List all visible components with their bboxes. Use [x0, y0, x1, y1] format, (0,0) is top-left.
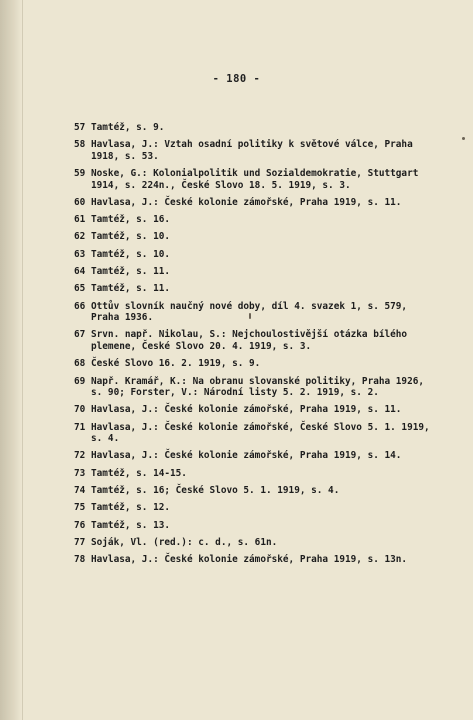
footnote-number: 68	[74, 358, 86, 370]
footnote-number: 57	[74, 122, 86, 133]
footnote-item	[74, 266, 444, 278]
footnote-text: Tamtéž, s. 13.	[91, 519, 171, 531]
footnote-item	[74, 450, 444, 462]
footnote-item	[74, 554, 444, 566]
footnote-text: České Slovo 16. 2. 1919, s. 9.	[91, 358, 261, 370]
footnote-text: Tamtéž, s. 11.	[91, 266, 171, 278]
footnote-item	[74, 301, 444, 324]
footnote-text: Soják, Vl. (red.): c. d., s. 61n.	[91, 536, 278, 548]
footnote-text: Tamtéž, s. 16; České Slovo 5. 1. 1919, s. 4.	[91, 485, 340, 497]
footnote-number: 64	[74, 266, 86, 278]
footnote-number: 62	[74, 231, 86, 243]
footnote-number: 72	[74, 450, 86, 462]
footnote-number: 66	[74, 300, 86, 312]
paper-speck	[462, 137, 465, 140]
footnote-number: 71	[74, 421, 86, 433]
footnote-item	[74, 422, 444, 445]
footnote-item	[74, 358, 444, 370]
footnote-text: Tamtéž, s. 11.	[91, 283, 171, 295]
footnote-item	[74, 197, 444, 209]
footnote-text: Havlasa, J.: České kolonie zámořské, Praha 1919, s. 11.	[91, 196, 402, 208]
footnote-text: Havlasa, J.: České kolonie zámořské, Praha 1919, s. 14.	[91, 450, 402, 462]
footnote-item	[74, 122, 444, 134]
footnote-item	[74, 214, 444, 226]
footnote-item	[74, 283, 444, 295]
footnote-number: 77	[74, 536, 86, 548]
paper-speck	[249, 313, 251, 319]
footnote-text: Tamtéž, s. 16.	[91, 214, 171, 226]
footnote-number: 73	[74, 467, 86, 479]
footnote-number: 59	[74, 168, 86, 180]
footnote-item	[74, 168, 444, 191]
footnote-text: Tamtéž, s. 10.	[91, 231, 171, 243]
footnote-number: 74	[74, 485, 86, 497]
page-binding-edge	[0, 0, 23, 720]
footnote-text: Havlasa, J.: České kolonie zámořské, České Slovo 5. 1. 1919, s. 4.	[91, 421, 430, 445]
footnote-number: 67	[74, 329, 86, 341]
footnote-number: 69	[74, 375, 86, 387]
footnote-number: 60	[74, 196, 86, 208]
footnote-text: Ottův slovník naučný nové doby, díl 4. svazek 1, s. 579, Praha 1936.	[91, 300, 408, 324]
footnote-text: Tamtéž, s. 12.	[91, 502, 171, 514]
footnote-number: 78	[74, 554, 86, 566]
footnote-text: Např. Kramář, K.: Na obranu slovanské politiky, Praha 1926, s. 90; Forster, V.: Národní listy 5. 2. 1919, s. 2.	[91, 375, 425, 399]
footnote-item	[74, 139, 444, 162]
footnote-item	[74, 485, 444, 497]
footnote-text: Havlasa, J.: České kolonie zámořské, Praha 1919, s. 13n.	[91, 554, 408, 566]
footnote-number: 65	[74, 283, 86, 295]
footnote-item	[74, 520, 444, 532]
footnote-text: Noske, G.: Kolonialpolitik und Sozialdemokratie, Stuttgart 1914, s. 224n., České Slovo 18. 5. 1919, s. 3.	[91, 168, 419, 191]
footnote-item	[74, 468, 444, 480]
footnote-text: Tamtéž, s. 9.	[91, 122, 165, 133]
footnote-text: Tamtéž, s. 10.	[91, 248, 171, 260]
footnote-item	[74, 249, 444, 261]
footnote-number: 76	[74, 519, 86, 531]
footnote-text: Tamtéž, s. 14-15.	[91, 467, 187, 479]
footnote-item	[74, 231, 444, 243]
footnotes-list	[74, 122, 444, 572]
footnote-number: 58	[74, 139, 86, 151]
footnote-number: 63	[74, 248, 86, 260]
footnote-item	[74, 502, 444, 514]
footnote-item	[74, 404, 444, 416]
footnote-number: 75	[74, 502, 86, 514]
footnote-item	[74, 376, 444, 399]
footnote-text: Havlasa, J.: České kolonie zámořské, Praha 1919, s. 11.	[91, 404, 402, 416]
footnote-number: 70	[74, 404, 86, 416]
footnote-text: Havlasa, J.: Vztah osadní politiky k světové válce, Praha 1918, s. 53.	[91, 139, 413, 162]
footnote-text: Srvn. např. Nikolau, S.: Nejchoulostivější otázka bílého plemene, České Slovo 20. 4. 1919, s. 3.	[91, 329, 408, 352]
footnote-item	[74, 537, 444, 549]
page-number: - 180 -	[212, 73, 261, 85]
footnote-number: 61	[74, 214, 86, 226]
footnote-item	[74, 329, 444, 352]
